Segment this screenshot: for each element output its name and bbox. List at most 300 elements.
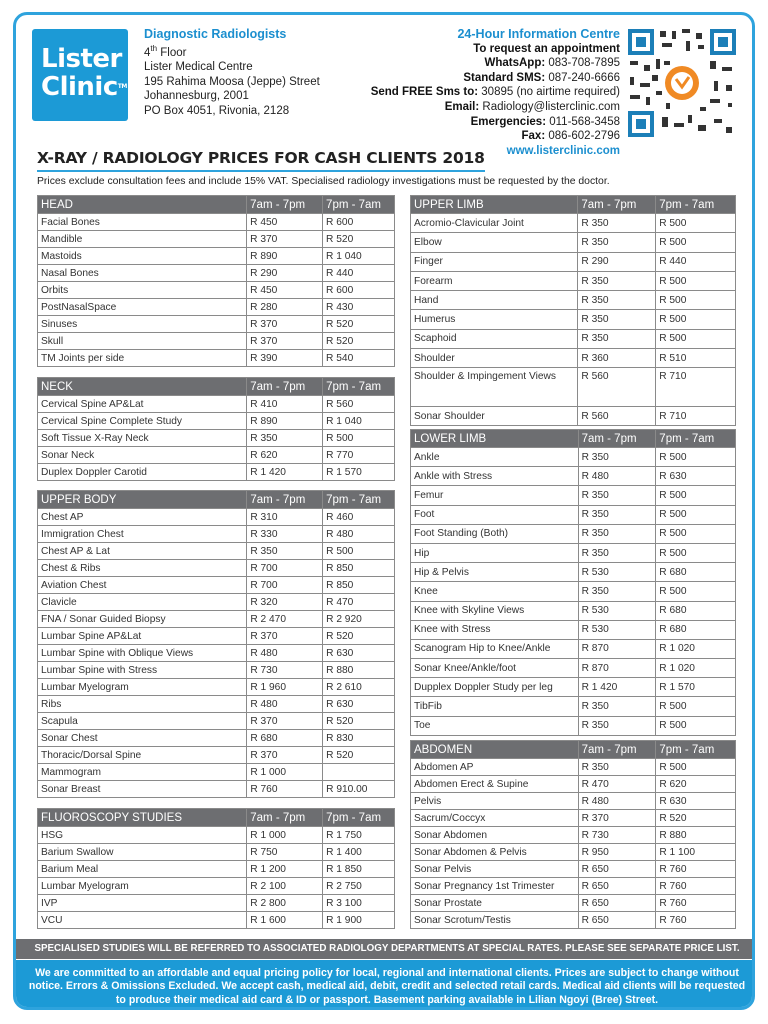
upper-limb-rows [411, 214, 736, 426]
day-price: R 890 [247, 248, 323, 265]
day-price: R 650 [578, 878, 656, 895]
procedure-name: Aviation Chest [38, 577, 247, 594]
day-price: R 870 [578, 639, 656, 658]
lister-clinic-logo: Lister Clinic™ [32, 29, 128, 121]
table-row [38, 713, 395, 730]
day-price: R 560 [578, 406, 656, 425]
night-price: R 500 [656, 271, 736, 290]
day-price: R 1 420 [578, 678, 656, 697]
table-row [38, 396, 395, 413]
day-price: R 450 [247, 214, 323, 231]
night-price: R 520 [323, 316, 395, 333]
night-price: R 500 [656, 759, 736, 776]
procedure-name: Scapula [38, 713, 247, 730]
table-row [38, 747, 395, 764]
night-price: R 1 570 [656, 678, 736, 697]
procedure-name: Shoulder [411, 349, 578, 368]
table-row [38, 594, 395, 611]
address-floor: 4th Floor [144, 43, 187, 59]
clinic-address [144, 27, 320, 118]
day-price: R 530 [578, 601, 656, 620]
night-price: R 830 [323, 730, 395, 747]
section-header: LOWER LIMB [411, 430, 579, 448]
procedure-name: Hip [411, 543, 579, 562]
table-row [411, 759, 736, 776]
day-price: R 410 [247, 396, 323, 413]
table-row [411, 582, 736, 601]
neck-price-table: NECK 7am - 7pm 7pm - 7am Cervical Spine AP&Lat R 410 R 560 Cervical Spine Complete Study R 890 R 1 040 Soft Tissue X-Ray Neck R 350 R 500 Sonar Neck R 620 R 770 Duplex Doppler Carotid R 1 420 R 1 570 [37, 377, 395, 481]
procedure-name: Mammogram [38, 764, 247, 781]
night-price: R 680 [656, 563, 736, 582]
lower-limb-price-table: LOWER LIMB 7am - 7pm 7pm - 7am Ankle R 350 R 500 Ankle with Stress R 480 R 630 Femur R 350 R 500 Foot R 350 R 500 Foot Standing (Both) R 350 R 500 Hip R 350 R 500 Hip & Pelvis R 530 R 680 Knee R 350 R 500 Knee with Skyline Views R 530 R 680 Knee with Stress R 530 R 680 Scanogram Hip to Knee/Ankle R 870 R 1 020 Sonar Knee/Ankle/foot R 870 R 1 020 Dupplex Doppler Study per leg R 1 420 R 1 570 TibFib R 350 R 500 Toe R 350 R 500 [410, 429, 736, 736]
abdomen-rows [411, 759, 736, 929]
whatsapp-line: WhatsApp: 083-708-7895 [484, 57, 620, 70]
day-price: R 370 [247, 333, 323, 350]
day-price: R 890 [247, 413, 323, 430]
table-row [411, 543, 736, 562]
table-row [411, 291, 736, 310]
procedure-name: Ankle [411, 448, 579, 467]
table-row [38, 560, 395, 577]
procedure-name: Barium Swallow [38, 844, 247, 861]
table-row [411, 214, 736, 233]
procedure-name: Ribs [38, 696, 247, 713]
abdomen-price-table: ABDOMEN 7am - 7pm 7pm - 7am Abdomen AP R 350 R 500 Abdomen Erect & Supine R 470 R 620 Pelvis R 480 R 630 Sacrum/Coccyx R 370 R 520 Sonar Abdomen R 730 R 880 Sonar Abdomen & Pelvis R 950 R 1 100 Sonar Pelvis R 650 R 760 Sonar Pregnancy 1st Trimester R 650 R 760 Sonar Prostate R 650 R 760 Sonar Scrotum/Testis R 650 R 760 [410, 740, 736, 929]
address-line: Johannesburg, 2001 [144, 90, 249, 103]
table-row [38, 912, 395, 929]
price-note: Prices exclude consultation fees and include 15% VAT. Specialised radiology investigations must be requested by the doctor. [37, 176, 610, 187]
table-row [411, 406, 736, 425]
day-price: R 280 [247, 299, 323, 316]
procedure-name: Ankle with Stress [411, 467, 579, 486]
day-price: R 560 [578, 368, 656, 407]
day-price: R 2 100 [247, 878, 323, 895]
website-link[interactable]: www.listerclinic.com [506, 144, 620, 157]
procedure-name: Elbow [411, 233, 578, 252]
section-header: HEAD [38, 196, 247, 214]
table-row [38, 764, 395, 781]
day-price: R 470 [578, 776, 656, 793]
day-price: R 350 [578, 759, 656, 776]
table-row [411, 329, 736, 348]
day-price: R 1 420 [247, 464, 323, 481]
table-row [38, 878, 395, 895]
day-price: R 950 [578, 844, 656, 861]
section-header: UPPER LIMB [411, 196, 578, 214]
day-price: R 350 [578, 716, 656, 735]
neck-rows [38, 396, 395, 481]
day-price: R 1 200 [247, 861, 323, 878]
procedure-name: Sonar Pregnancy 1st Trimester [411, 878, 579, 895]
section-header: UPPER BODY [38, 491, 247, 509]
night-price: R 500 [656, 233, 736, 252]
table-row [411, 878, 736, 895]
table-row [38, 861, 395, 878]
night-price: R 500 [656, 448, 736, 467]
day-price: R 370 [578, 810, 656, 827]
night-price: R 680 [656, 620, 736, 639]
day-price: R 650 [578, 895, 656, 912]
day-price: R 350 [578, 582, 656, 601]
head-rows [38, 214, 395, 367]
night-price: R 2 920 [323, 611, 395, 628]
night-price: R 770 [323, 447, 395, 464]
night-price: R 680 [656, 601, 736, 620]
table-row [38, 299, 395, 316]
special-studies-banner: SPECIALISED STUDIES WILL BE REFERRED TO ASSOCIATED RADIOLOGY DEPARTMENTS AT SPECIAL RATES. PLEASE SEE SEPARATE PRICE LIST. [16, 939, 755, 959]
table-row [38, 679, 395, 696]
table-row [411, 639, 736, 658]
day-price: R 2 800 [247, 895, 323, 912]
table-row [38, 509, 395, 526]
procedure-name: Sonar Pelvis [411, 861, 579, 878]
day-price: R 700 [247, 560, 323, 577]
procedure-name: Hand [411, 291, 578, 310]
night-price: R 1 850 [323, 861, 395, 878]
night-price: R 500 [656, 505, 736, 524]
table-row [38, 628, 395, 645]
day-price: R 350 [578, 697, 656, 716]
procedure-name: Sinuses [38, 316, 247, 333]
fax-line: Fax: 086-602-2796 [521, 130, 620, 143]
day-price: R 480 [578, 793, 656, 810]
procedure-name: Duplex Doppler Carotid [38, 464, 247, 481]
day-price: R 1 600 [247, 912, 323, 929]
day-price: R 350 [578, 214, 656, 233]
table-row [411, 793, 736, 810]
day-price: R 480 [247, 696, 323, 713]
night-price: R 760 [656, 878, 736, 895]
night-price: R 630 [323, 696, 395, 713]
procedure-name: Lumbar Myelogram [38, 878, 247, 895]
address-line: PO Box 4051, Rivonia, 2128 [144, 104, 290, 117]
night-price: R 910.00 [323, 781, 395, 798]
procedure-name: Hip & Pelvis [411, 563, 579, 582]
procedure-name: Pelvis [411, 793, 579, 810]
night-price: R 1 900 [323, 912, 395, 929]
table-row [411, 467, 736, 486]
procedure-name: Abdomen AP [411, 759, 579, 776]
procedure-name: Chest AP [38, 509, 247, 526]
night-price: R 500 [656, 697, 736, 716]
night-price: R 500 [656, 716, 736, 735]
table-row [411, 368, 736, 407]
day-price: R 450 [247, 282, 323, 299]
day-price: R 350 [578, 310, 656, 329]
upper-limb-price-table: UPPER LIMB 7am - 7pm 7pm - 7am Acromio-Clavicular Joint R 350 R 500 Elbow R 350 R 500 Finger R 290 R 440 Forearm R 350 R 500 Hand R 350 R 500 Humerus R 350 R 500 Scaphoid R 350 R 500 Shoulder R 360 R 510 Shoulder & Impingement Views R 560 R 710 Sonar Shoulder R 560 R 710 [410, 195, 736, 426]
table-row [411, 844, 736, 861]
day-price: R 1 960 [247, 679, 323, 696]
table-row [411, 912, 736, 929]
day-price: R 290 [247, 265, 323, 282]
day-price: R 700 [247, 577, 323, 594]
qr-code-icon [626, 27, 738, 139]
fluoroscopy-rows [38, 827, 395, 929]
table-row [38, 430, 395, 447]
procedure-name: Sonar Shoulder [411, 406, 578, 425]
day-price: R 390 [247, 350, 323, 367]
day-price: R 350 [578, 233, 656, 252]
procedure-name: Sacrum/Coccyx [411, 810, 579, 827]
procedure-name: Forearm [411, 271, 578, 290]
lower-limb-rows [411, 448, 736, 736]
table-row [38, 350, 395, 367]
night-price: R 620 [656, 776, 736, 793]
sms-line: Standard SMS: 087-240-6666 [463, 71, 620, 84]
procedure-name: Knee with Stress [411, 620, 579, 639]
upper-body-price-table: UPPER BODY 7am - 7pm 7pm - 7am Chest AP R 310 R 460 Immigration Chest R 330 R 480 Chest AP & Lat R 350 R 500 Chest & Ribs R 700 R 850 Aviation Chest R 700 R 850 Clavicle R 320 R 470 FNA / Sonar Guided Biopsy R 2 470 R 2 920 Lumbar Spine AP&Lat R 370 R 520 Lumbar Spine with Oblique Views R 480 R 630 Lumbar Spine with Stress R 730 R 880 Lumbar Myelogram R 1 960 R 2 610 Ribs R 480 R 630 Scapula R 370 R 520 Sonar Chest R 680 R 830 Thoracic/Dorsal Spine R 370 R 520 Mammogram R 1 000 Sonar Breast R 760 R 910.00 [37, 490, 395, 798]
email-link[interactable]: Radiology@listerclinic.com [482, 100, 620, 113]
table-row [38, 543, 395, 560]
day-price: R 350 [578, 524, 656, 543]
day-price: R 310 [247, 509, 323, 526]
day-price: R 680 [247, 730, 323, 747]
day-price: R 650 [578, 861, 656, 878]
night-price: R 500 [656, 291, 736, 310]
table-row [411, 233, 736, 252]
table-row [38, 662, 395, 679]
table-row [411, 448, 736, 467]
procedure-name: FNA / Sonar Guided Biopsy [38, 611, 247, 628]
procedure-name: Knee with Skyline Views [411, 601, 579, 620]
table-row [411, 861, 736, 878]
night-price: R 440 [323, 265, 395, 282]
day-price: R 370 [247, 713, 323, 730]
contact-info: 24-Hour Information Centre To request an appointment WhatsApp: 083-708-7895 Standard SMS: 087-240-6666 Send FREE Sms to: 30895 (no airtime required) Email: Radiology@listerclinic.com Emergencies: 011-568-3458 Fax: 086-602-2796 www.listerclinic.com [370, 27, 620, 157]
night-price: R 1 400 [323, 844, 395, 861]
night-price: R 500 [656, 329, 736, 348]
night-price: R 3 100 [323, 895, 395, 912]
day-price: R 350 [247, 543, 323, 560]
section-header: NECK [38, 378, 247, 396]
table-row [411, 895, 736, 912]
day-price: R 480 [578, 467, 656, 486]
night-price: R 510 [656, 349, 736, 368]
day-price: R 2 470 [247, 611, 323, 628]
night-price [323, 764, 395, 781]
table-row [38, 265, 395, 282]
table-row [411, 620, 736, 639]
night-price: R 760 [656, 861, 736, 878]
table-row [38, 611, 395, 628]
procedure-name: Foot Standing (Both) [411, 524, 579, 543]
night-price: R 500 [323, 430, 395, 447]
night-price: R 710 [656, 406, 736, 425]
table-row [38, 333, 395, 350]
head-price-table: HEAD 7am - 7pm 7pm - 7am Facial Bones R 450 R 600 Mandible R 370 R 520 Mastoids R 890 R 1 040 Nasal Bones R 290 R 440 Orbits R 450 R 600 PostNasalSpace R 280 R 430 Sinuses R 370 R 520 Skull R 370 R 520 TM Joints per side R 390 R 540 [37, 195, 395, 367]
procedure-name: Sonar Breast [38, 781, 247, 798]
day-price: R 350 [578, 271, 656, 290]
table-row [38, 844, 395, 861]
table-row [38, 577, 395, 594]
section-header: FLUOROSCOPY STUDIES [38, 809, 247, 827]
day-price: R 330 [247, 526, 323, 543]
day-price: R 870 [578, 659, 656, 678]
night-price: R 520 [656, 810, 736, 827]
day-price: R 650 [578, 912, 656, 929]
table-row [38, 827, 395, 844]
night-price: R 540 [323, 350, 395, 367]
table-row [38, 316, 395, 333]
table-row [38, 696, 395, 713]
day-price: R 730 [247, 662, 323, 679]
procedure-name: Lumbar Spine with Stress [38, 662, 247, 679]
procedure-name: HSG [38, 827, 247, 844]
night-price: R 850 [323, 560, 395, 577]
table-row [411, 310, 736, 329]
contact-title: 24-Hour Information Centre [457, 27, 620, 41]
night-price: R 520 [323, 231, 395, 248]
procedure-name: Clavicle [38, 594, 247, 611]
table-row [411, 810, 736, 827]
procedure-name: Shoulder & Impingement Views [411, 368, 578, 407]
table-row [411, 827, 736, 844]
day-price: R 730 [578, 827, 656, 844]
procedure-name: TM Joints per side [38, 350, 247, 367]
day-price: R 530 [578, 620, 656, 639]
upper-body-rows [38, 509, 395, 798]
email-line: Email: Radiology@listerclinic.com [444, 100, 620, 113]
day-price: R 350 [578, 543, 656, 562]
free-sms-line: Send FREE Sms to: 30895 (no airtime required) [370, 86, 620, 99]
table-row [38, 781, 395, 798]
day-price: R 360 [578, 349, 656, 368]
procedure-name: Scaphoid [411, 329, 578, 348]
night-price: R 500 [656, 524, 736, 543]
night-price: R 2 750 [323, 878, 395, 895]
table-row [411, 524, 736, 543]
night-price: R 630 [656, 793, 736, 810]
night-price: R 480 [323, 526, 395, 543]
day-price: R 350 [578, 448, 656, 467]
night-price: R 600 [323, 214, 395, 231]
address-line: 195 Rahima Moosa (Jeppe) Street [144, 75, 320, 88]
procedure-name: Mastoids [38, 248, 247, 265]
procedure-name: Lumbar Spine AP&Lat [38, 628, 247, 645]
day-price: R 760 [247, 781, 323, 798]
procedure-name: PostNasalSpace [38, 299, 247, 316]
procedure-name: Dupplex Doppler Study per leg [411, 678, 579, 697]
procedure-name: Skull [38, 333, 247, 350]
procedure-name: Finger [411, 252, 578, 271]
table-row [38, 464, 395, 481]
procedure-name: Facial Bones [38, 214, 247, 231]
night-price: R 500 [656, 543, 736, 562]
day-price: R 1 000 [247, 764, 323, 781]
table-row [38, 447, 395, 464]
procedure-name: Knee [411, 582, 579, 601]
procedure-name: Soft Tissue X-Ray Neck [38, 430, 247, 447]
procedure-name: Cervical Spine AP&Lat [38, 396, 247, 413]
night-price: R 600 [323, 282, 395, 299]
night-price: R 440 [656, 252, 736, 271]
table-row [38, 214, 395, 231]
night-price: R 1 570 [323, 464, 395, 481]
day-price: R 350 [247, 430, 323, 447]
procedure-name: Barium Meal [38, 861, 247, 878]
table-row [38, 645, 395, 662]
night-price: R 1 020 [656, 639, 736, 658]
table-row [38, 730, 395, 747]
night-price: R 880 [656, 827, 736, 844]
night-price: R 850 [323, 577, 395, 594]
price-list-page [13, 12, 755, 1010]
table-row [411, 716, 736, 735]
procedure-name: Toe [411, 716, 579, 735]
table-row [38, 526, 395, 543]
night-price: R 710 [656, 368, 736, 407]
table-row [411, 659, 736, 678]
table-row [411, 776, 736, 793]
procedure-name: Sonar Abdomen & Pelvis [411, 844, 579, 861]
procedure-name: Sonar Abdomen [411, 827, 579, 844]
night-price: R 630 [656, 467, 736, 486]
procedure-name: Lumbar Myelogram [38, 679, 247, 696]
table-row [411, 697, 736, 716]
table-row [411, 271, 736, 290]
night-price: R 1 020 [656, 659, 736, 678]
night-price: R 560 [323, 396, 395, 413]
table-row [411, 486, 736, 505]
night-price: R 630 [323, 645, 395, 662]
day-price: R 350 [578, 291, 656, 310]
procedure-name: Immigration Chest [38, 526, 247, 543]
procedure-name: Sonar Scrotum/Testis [411, 912, 579, 929]
procedure-name: Humerus [411, 310, 578, 329]
day-price: R 620 [247, 447, 323, 464]
day-price: R 350 [578, 486, 656, 505]
address-title: Diagnostic Radiologists [144, 27, 287, 41]
procedure-name: Sonar Prostate [411, 895, 579, 912]
night-price: R 2 610 [323, 679, 395, 696]
procedure-name: Scanogram Hip to Knee/Ankle [411, 639, 579, 658]
procedure-name: Femur [411, 486, 579, 505]
procedure-name: Acromio-Clavicular Joint [411, 214, 578, 233]
procedure-name: TibFib [411, 697, 579, 716]
table-row [411, 505, 736, 524]
page-title: X-RAY / RADIOLOGY PRICES FOR CASH CLIENTS 2018 [37, 149, 485, 172]
day-price: R 370 [247, 747, 323, 764]
day-price: R 370 [247, 316, 323, 333]
day-price: R 350 [578, 505, 656, 524]
table-row [411, 601, 736, 620]
day-price: R 1 000 [247, 827, 323, 844]
procedure-name: Thoracic/Dorsal Spine [38, 747, 247, 764]
procedure-name: Chest & Ribs [38, 560, 247, 577]
table-row [38, 231, 395, 248]
procedure-name: Nasal Bones [38, 265, 247, 282]
table-row [38, 248, 395, 265]
day-price: R 530 [578, 563, 656, 582]
night-price: R 460 [323, 509, 395, 526]
procedure-name: IVP [38, 895, 247, 912]
night-price: R 1 100 [656, 844, 736, 861]
table-row [411, 349, 736, 368]
procedure-name: Sonar Knee/Ankle/foot [411, 659, 579, 678]
table-row [411, 252, 736, 271]
procedure-name: Lumbar Spine with Oblique Views [38, 645, 247, 662]
day-price: R 350 [578, 329, 656, 348]
table-row [38, 413, 395, 430]
procedure-name: Abdomen Erect & Supine [411, 776, 579, 793]
policy-banner: We are committed to an affordable and equal pricing policy for local, regional and international clients. Prices are subject to change without notice. Errors & Omissions Excluded. We accept cash, medical aid, debit, credit and selected retail cards. Medical aid clients will be requested to produce their medical aid card & ID or passport. Basement parking available in Lilian Ngoyi (Bree) Street. [16, 960, 755, 1010]
procedure-name: Sonar Chest [38, 730, 247, 747]
day-price: R 370 [247, 628, 323, 645]
table-row [411, 563, 736, 582]
procedure-name: Mandible [38, 231, 247, 248]
night-price: R 500 [656, 582, 736, 601]
night-price: R 760 [656, 895, 736, 912]
